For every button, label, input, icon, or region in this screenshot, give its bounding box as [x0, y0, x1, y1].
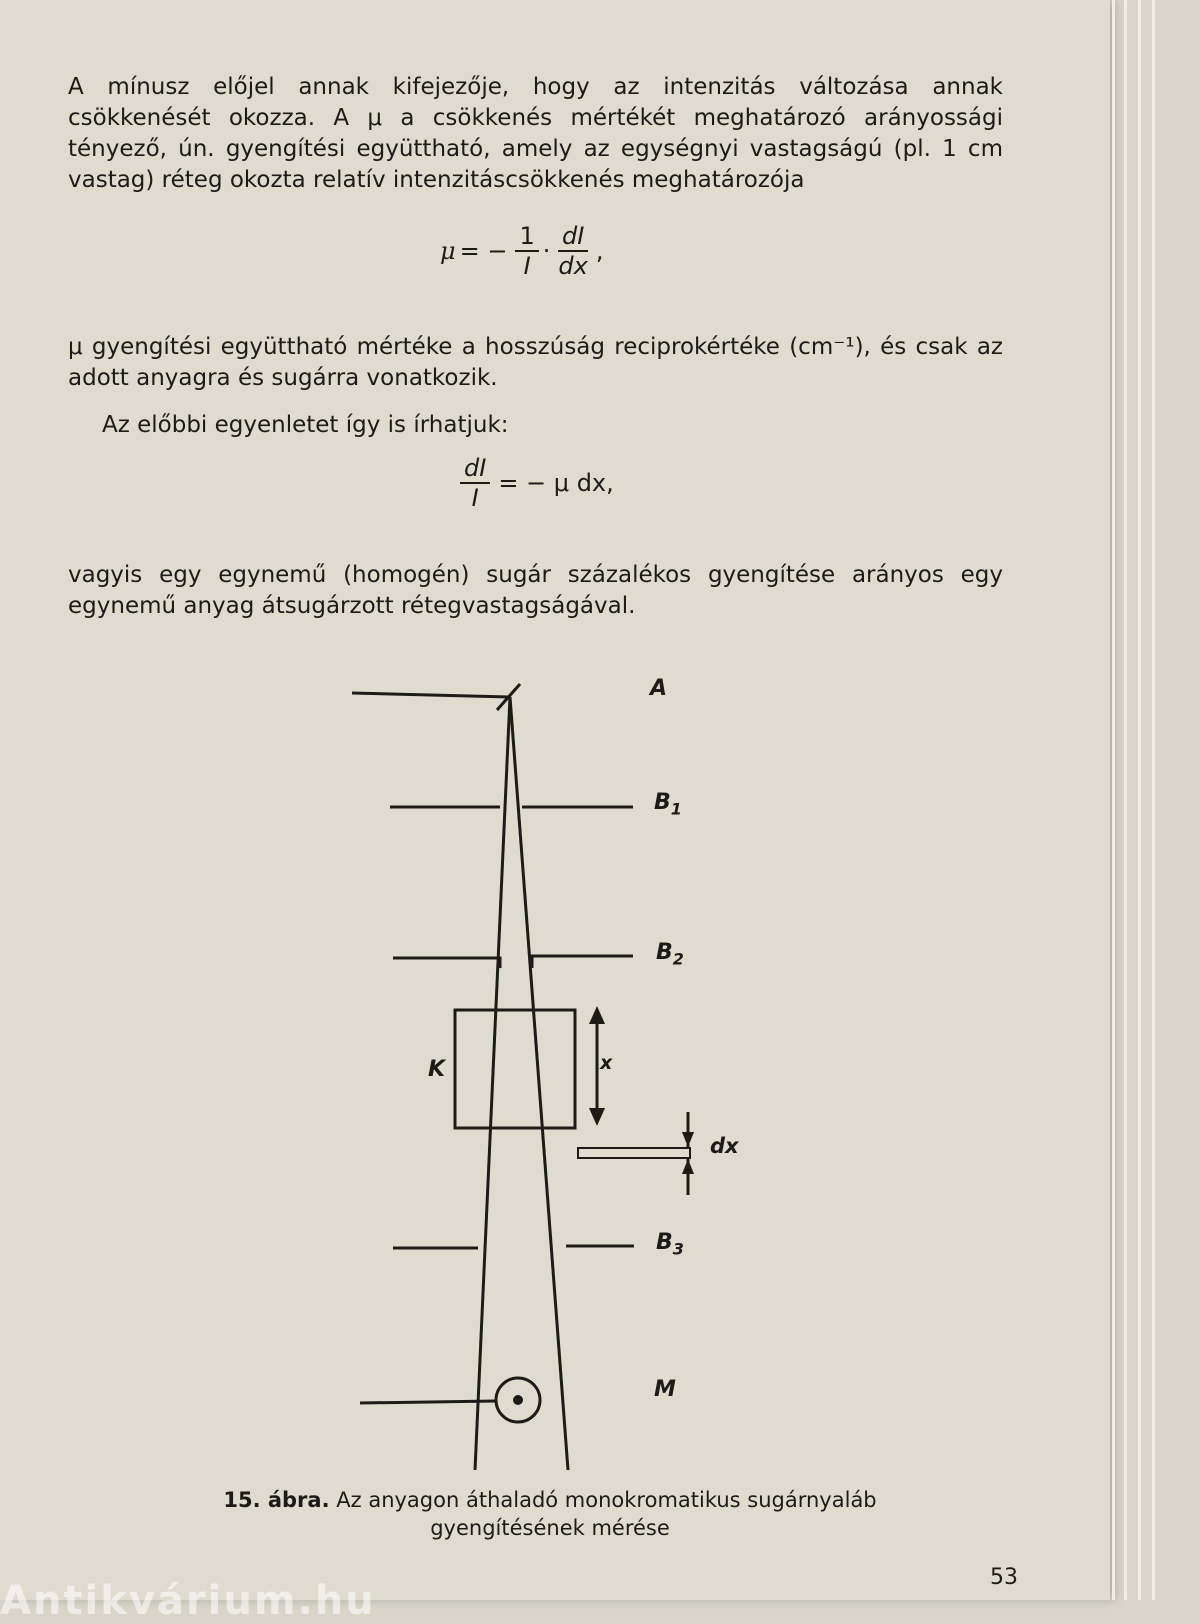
eq1-f1-denominator: I: [523, 252, 531, 280]
caption-text: Az anyagon áthaladó monokromatikus sugárnyaláb gyengítésének mérése: [336, 1488, 877, 1540]
dx-arrowhead-down: [682, 1132, 694, 1147]
figure-caption: [190, 1486, 910, 1542]
label-b3-subscript: 3: [672, 1239, 684, 1259]
x-arrowhead-down: [589, 1108, 605, 1126]
paragraph-4: vagyis egy egynemű (homogén) sugár százalékos gyengítése arányos egy egynemű anyag átsugárzott rétegvastagságával.: [68, 562, 1003, 619]
eq2-numerator: dI: [460, 454, 490, 484]
dx-arrowhead-up: [682, 1159, 694, 1174]
label-b3-letter: B: [656, 1230, 673, 1255]
label-b2-subscript: 2: [672, 949, 684, 969]
thin-layer-dx: [578, 1148, 690, 1158]
label-b2: [656, 940, 684, 968]
label-dx: dx: [710, 1134, 739, 1158]
paragraph-1: A mínusz előjel annak kifejezője, hogy az intenzitás változása annak csökkenését okozza. A μ a csökkenés mértékét meghatározó arányossági tényező, ún. gyengítési együttható, amely az egységnyi vastagságú (pl. 1 cm vastag) réteg okozta relatív intenzitáscsökkenés meghatározója: [68, 74, 1003, 193]
absorber-block-k: [455, 1010, 575, 1128]
slit-b2-left: [393, 958, 500, 968]
label-b1-subscript: 1: [670, 799, 682, 819]
eq1-equals-minus: = −: [459, 237, 508, 265]
eq1-f2-numerator: dI: [558, 222, 588, 252]
label-b1: [654, 790, 682, 818]
label-b3: [656, 1230, 684, 1258]
label-m: M: [654, 1377, 676, 1402]
label-x: x: [600, 1052, 613, 1074]
label-b1-letter: B: [654, 790, 671, 815]
eq1-f2-denominator: dx: [558, 252, 588, 280]
caption-number: 15. ábra.: [223, 1488, 330, 1512]
label-a: A: [650, 676, 668, 701]
label-b2-letter: B: [656, 940, 673, 965]
eq2-denominator: I: [471, 484, 479, 512]
page-number: 53: [990, 1565, 1018, 1590]
detector-center-dot: [513, 1395, 523, 1405]
x-arrowhead-up: [589, 1006, 605, 1024]
eq2-rhs: = − μ dx,: [498, 469, 614, 497]
source-line-a: [352, 693, 510, 697]
paragraph-3: Az előbbi egyenletet így is írhatjuk:: [102, 412, 509, 438]
eq1-lhs: μ: [440, 237, 456, 265]
watermark: Antikvárium.hu: [0, 1578, 376, 1624]
slit-b2-right: [532, 956, 633, 968]
beam-right-edge: [510, 697, 568, 1470]
label-k: K: [428, 1057, 446, 1082]
eq1-comma: ,: [595, 237, 604, 265]
eq1-f1-numerator: 1: [515, 222, 538, 252]
paragraph-2: μ gyengítési együttható mértéke a hosszúság reciprokértéke (cm⁻¹), és csak az adott anyagra és sugárra vonatkozik.: [68, 334, 1003, 391]
eq1-dot: ·: [542, 237, 551, 265]
beam-left-edge: [475, 697, 510, 1470]
detector-line-m: [360, 1401, 496, 1403]
